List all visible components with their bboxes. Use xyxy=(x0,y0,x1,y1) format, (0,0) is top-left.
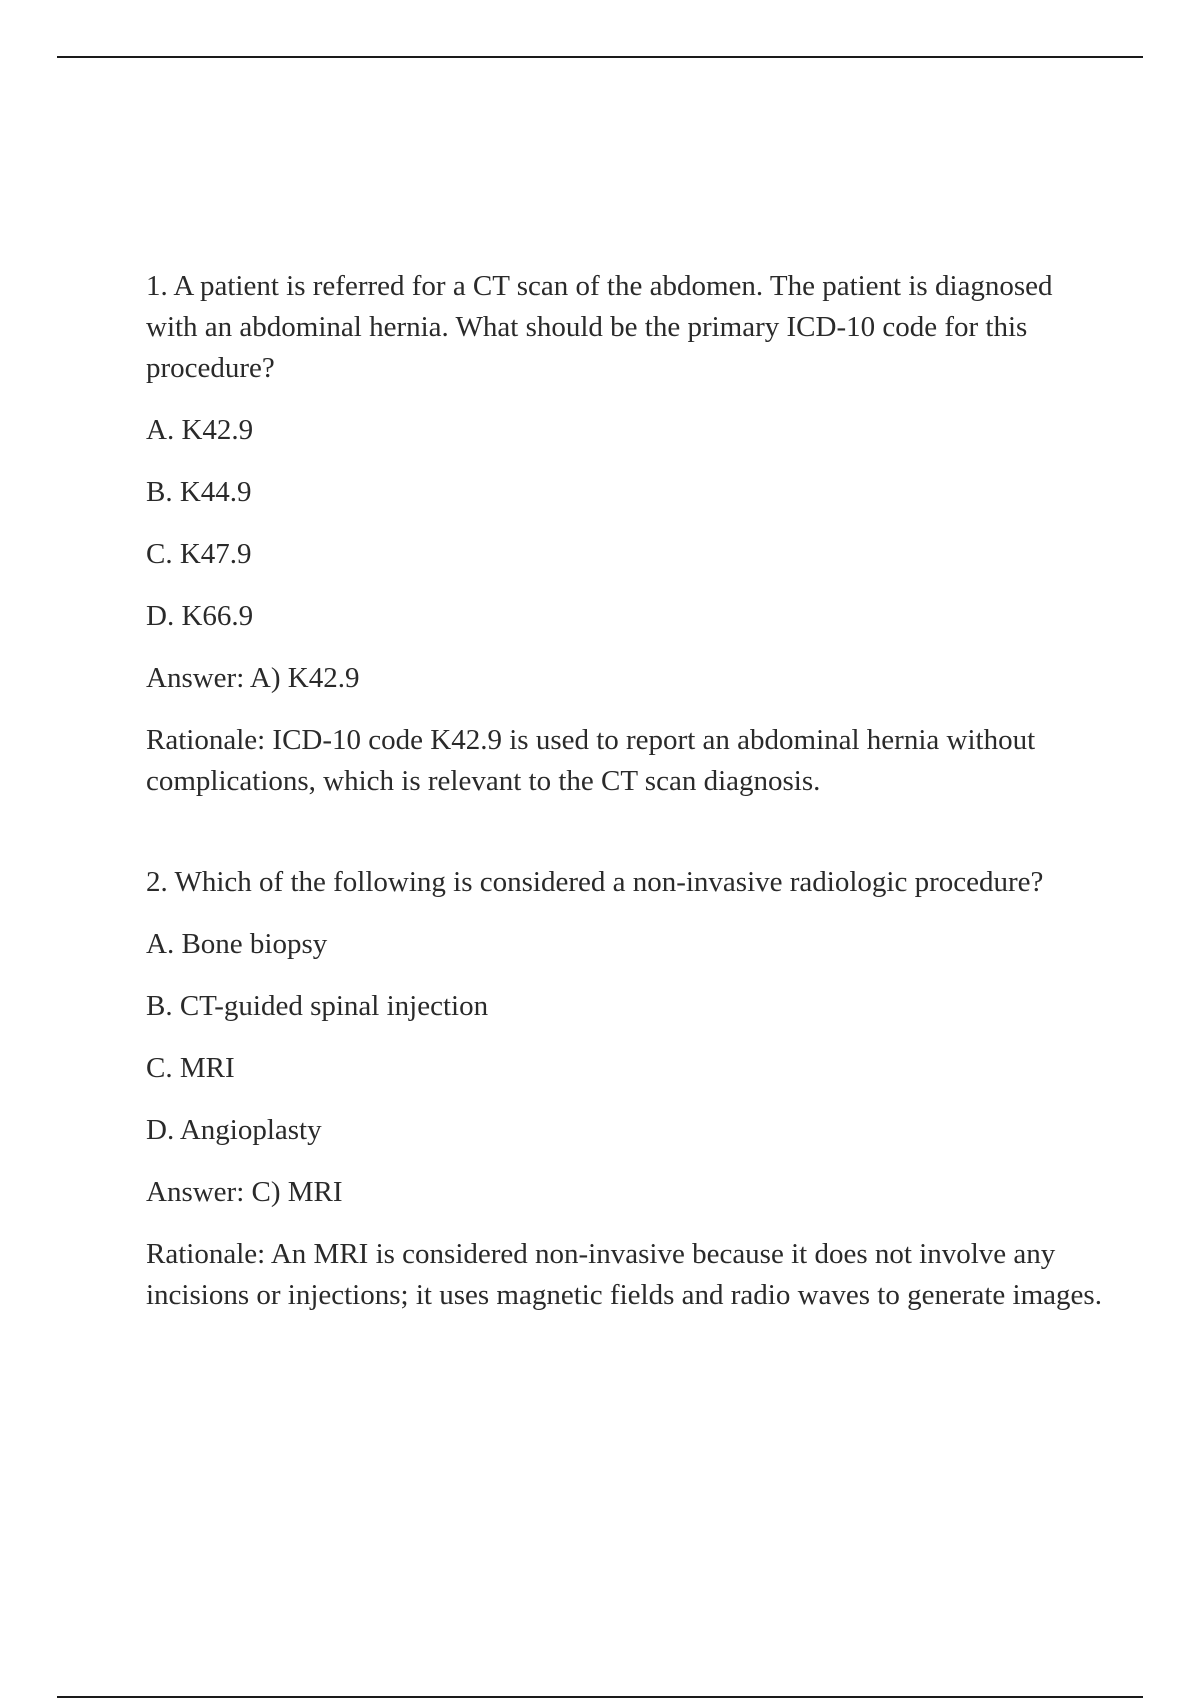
option-c: C. K47.9 xyxy=(146,538,252,570)
option-a: A. Bone biopsy xyxy=(146,928,328,960)
question-1 xyxy=(146,266,1106,802)
question-number: 2. xyxy=(146,866,168,898)
header-rule xyxy=(57,56,1143,58)
document-body xyxy=(146,266,1106,1316)
option-c: C. MRI xyxy=(146,1052,235,1084)
question-text xyxy=(146,266,1106,389)
question-prompt: A patient is referred for a CT scan of the abdomen. The patient is diagnosed with an abdominal hernia. What should be the primary ICD-10 code for this procedure? xyxy=(146,270,1053,384)
option-b: B. K44.9 xyxy=(146,476,252,508)
option-d: D. K66.9 xyxy=(146,600,254,632)
question-2 xyxy=(146,862,1106,1316)
question-number: 1. xyxy=(146,270,168,302)
answer: Answer: A) K42.9 xyxy=(146,662,360,694)
answer: Answer: C) MRI xyxy=(146,1176,343,1208)
options-list xyxy=(146,410,1106,637)
rationale: Rationale: ICD-10 code K42.9 is used to report an abdominal hernia without complications, which is relevant to the CT scan diagnosis. xyxy=(146,724,1036,797)
option-d: D. Angioplasty xyxy=(146,1114,322,1146)
footer-rule xyxy=(57,1696,1143,1698)
question-prompt: Which of the following is considered a non-invasive radiologic procedure? xyxy=(174,866,1044,898)
option-b: B. CT-guided spinal injection xyxy=(146,990,489,1022)
options-list xyxy=(146,924,1106,1151)
rationale: Rationale: An MRI is considered non-invasive because it does not involve any incisions or injections; it uses magnetic fields and radio waves to generate images. xyxy=(146,1238,1102,1311)
question-text xyxy=(146,862,1106,903)
option-a: A. K42.9 xyxy=(146,414,254,446)
